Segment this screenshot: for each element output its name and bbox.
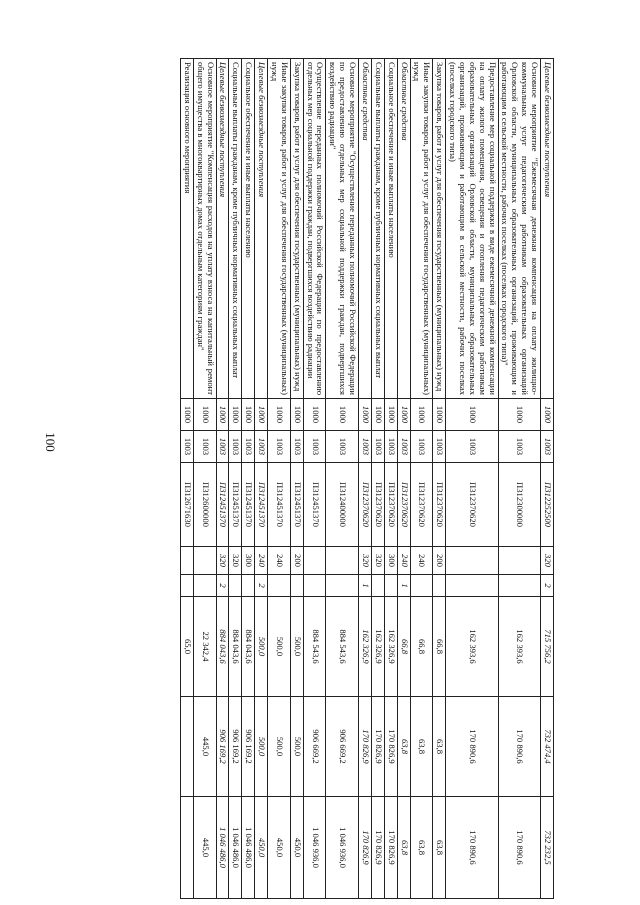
- target-article-code: П312370620: [372, 463, 385, 547]
- expense-type-code: 320: [229, 547, 242, 575]
- row-name: Иные закупки товаров, работ и услуг для обеспечения государственных (муниципальных) нужд: [410, 59, 433, 399]
- row-name: Закупка товаров, работ и услуг для обеспечения государственных (муниципальных) нужд: [290, 59, 303, 399]
- amount-year-2: 906 169,2: [216, 697, 229, 797]
- amount-year-1: 162 393,6: [446, 597, 498, 697]
- expense-type-code: 200: [290, 547, 303, 575]
- table-row: [498, 59, 541, 899]
- subsection-code: 1003: [181, 431, 194, 463]
- amount-year-1: 884 543,6: [326, 597, 359, 697]
- section-code: 1000: [359, 399, 372, 431]
- expense-type-code: [326, 547, 359, 575]
- amount-year-1: 65,0: [181, 597, 194, 697]
- subsection-code: 1003: [397, 431, 410, 463]
- row-name: Закупка товаров, работ и услуг для обеспечения государственных (муниципальных) нужд: [433, 59, 446, 399]
- amount-year-1: 66,8: [433, 597, 446, 697]
- target-article-code: П312600000: [193, 463, 216, 547]
- amount-year-3: 732 232,5: [541, 797, 554, 899]
- target-article-code: П312370620: [446, 463, 498, 547]
- table-row: [290, 59, 303, 899]
- target-article-code: П312252500: [541, 463, 554, 547]
- subsection-code: 1003: [372, 431, 385, 463]
- funding-source-code: 2: [255, 575, 268, 597]
- row-name: Осуществление переданных полномочий Российской Федерации по предоставлению отдельных мер социальной поддержки граждан, подвергшихся воздействию радиации: [303, 59, 326, 399]
- budget-table-body: [181, 59, 554, 899]
- row-name: Иные закупки товаров, работ и услуг для обеспечения государственных (муниципальных) нужд: [268, 59, 291, 399]
- amount-year-2: 732 474,4: [541, 697, 554, 797]
- target-article-code: П312370620: [410, 463, 433, 547]
- row-name: Основное мероприятие "Компенсация расходов на уплату взноса на капитальный ремонт общего имущества в многоквартирных домах отдельным категориям граждан": [193, 59, 216, 399]
- target-article-code: П312400000: [326, 463, 359, 547]
- subsection-code: 1003: [446, 431, 498, 463]
- amount-year-3: 63,8: [433, 797, 446, 899]
- target-article-code: П312451370: [303, 463, 326, 547]
- funding-source-code: [303, 575, 326, 597]
- amount-year-3: 170 826,9: [359, 797, 372, 899]
- subsection-code: 1003: [242, 431, 255, 463]
- expense-type-code: [498, 547, 541, 575]
- funding-source-code: 1: [397, 575, 410, 597]
- amount-year-2: 170 826,9: [372, 697, 385, 797]
- table-row: [326, 59, 359, 899]
- amount-year-1: 22 342,4: [193, 597, 216, 697]
- section-code: 1000: [242, 399, 255, 431]
- target-article-code: П312451370: [229, 463, 242, 547]
- table-row: [384, 59, 397, 899]
- section-code: 1000: [410, 399, 433, 431]
- funding-source-code: [410, 575, 433, 597]
- table-row: [181, 59, 194, 899]
- target-article-code: П312451370: [268, 463, 291, 547]
- expense-type-code: 320: [216, 547, 229, 575]
- amount-year-2: 63,8: [410, 697, 433, 797]
- target-article-code: П312300000: [498, 463, 541, 547]
- expense-type-code: [303, 547, 326, 575]
- amount-year-1: 884 043,6: [216, 597, 229, 697]
- page-number: 100: [43, 432, 58, 452]
- amount-year-3: 1 046 936,0: [326, 797, 359, 899]
- section-code: 1000: [229, 399, 242, 431]
- amount-year-1: 500,0: [268, 597, 291, 697]
- row-name: Областные средства: [397, 59, 410, 399]
- amount-year-3: 1 046 486,0: [229, 797, 242, 899]
- funding-source-code: [384, 575, 397, 597]
- funding-source-code: [498, 575, 541, 597]
- section-code: 1000: [255, 399, 268, 431]
- subsection-code: 1003: [541, 431, 554, 463]
- amount-year-3: 445,0: [193, 797, 216, 899]
- amount-year-3: 450,0: [290, 797, 303, 899]
- amount-year-3: 63,8: [410, 797, 433, 899]
- section-code: 1000: [181, 399, 194, 431]
- amount-year-2: 170 826,9: [359, 697, 372, 797]
- budget-table: [180, 58, 554, 899]
- subsection-code: 1003: [216, 431, 229, 463]
- expense-type-code: 320: [359, 547, 372, 575]
- section-code: 1000: [397, 399, 410, 431]
- table-row: [372, 59, 385, 899]
- row-name: Основное мероприятие "Осуществление переданных полномочий Российской Федерации по предоставлению отдельных мер социальной поддержки граждан, подвергшихся воздействию радиации": [326, 59, 359, 399]
- amount-year-1: 162 393,6: [498, 597, 541, 697]
- amount-year-1: 500,0: [255, 597, 268, 697]
- expense-type-code: 240: [255, 547, 268, 575]
- section-code: 1000: [326, 399, 359, 431]
- section-code: 1000: [498, 399, 541, 431]
- section-code: 1000: [268, 399, 291, 431]
- funding-source-code: [268, 575, 291, 597]
- amount-year-3: 170 890,6: [446, 797, 498, 899]
- budget-table-container: [64, 58, 554, 898]
- row-name: Целевые безвозмездные поступления: [255, 59, 268, 399]
- amount-year-1: 162 326,9: [372, 597, 385, 697]
- table-row: [359, 59, 372, 899]
- amount-year-1: 66,8: [410, 597, 433, 697]
- amount-year-3: 63,8: [397, 797, 410, 899]
- funding-source-code: [326, 575, 359, 597]
- amount-year-3: 1 046 486,0: [242, 797, 255, 899]
- expense-type-code: 300: [242, 547, 255, 575]
- amount-year-1: 500,0: [290, 597, 303, 697]
- table-row: [242, 59, 255, 899]
- funding-source-code: [242, 575, 255, 597]
- expense-type-code: 200: [433, 547, 446, 575]
- target-article-code: П312370620: [433, 463, 446, 547]
- amount-year-2: 906 169,2: [229, 697, 242, 797]
- amount-year-2: 170 890,6: [446, 697, 498, 797]
- amount-year-1: 66,8: [397, 597, 410, 697]
- funding-source-code: 2: [216, 575, 229, 597]
- amount-year-2: [181, 697, 194, 797]
- target-article-code: П312671630: [181, 463, 194, 547]
- amount-year-2: 170 890,6: [498, 697, 541, 797]
- amount-year-2: 906 169,2: [242, 697, 255, 797]
- amount-year-2: 500,0: [268, 697, 291, 797]
- section-code: 1000: [446, 399, 498, 431]
- amount-year-3: 170 826,9: [372, 797, 385, 899]
- subsection-code: 1003: [359, 431, 372, 463]
- target-article-code: П312370620: [384, 463, 397, 547]
- funding-source-code: [433, 575, 446, 597]
- target-article-code: П312451370: [216, 463, 229, 547]
- funding-source-code: [229, 575, 242, 597]
- subsection-code: 1003: [193, 431, 216, 463]
- table-row: [229, 59, 242, 899]
- amount-year-1: 884 043,6: [229, 597, 242, 697]
- section-code: 1000: [433, 399, 446, 431]
- amount-year-1: 162 326,9: [384, 597, 397, 697]
- expense-type-code: 240: [410, 547, 433, 575]
- amount-year-2: 170 826,9: [384, 697, 397, 797]
- expense-type-code: [193, 547, 216, 575]
- table-row: [446, 59, 498, 899]
- expense-type-code: 320: [541, 547, 554, 575]
- section-code: 1000: [193, 399, 216, 431]
- row-name: Основное мероприятие "Ежемесячная денежная компенсация на оплату жилищно-коммунальных услуг педагогическим работникам образовательных организаций Орловской области, муниципальных образовательных организаций, проживающим и работающим в сельской местности, рабочих поселках (поселках городского типа)": [498, 59, 541, 399]
- target-article-code: П312370620: [359, 463, 372, 547]
- section-code: 1000: [541, 399, 554, 431]
- amount-year-3: [181, 797, 194, 899]
- amount-year-3: 450,0: [268, 797, 291, 899]
- amount-year-3: 1 046 936,0: [303, 797, 326, 899]
- table-row: [541, 59, 554, 899]
- funding-source-code: [372, 575, 385, 597]
- row-name: Реализация основного мероприятия: [181, 59, 194, 399]
- subsection-code: 1003: [326, 431, 359, 463]
- funding-source-code: [193, 575, 216, 597]
- amount-year-3: 1 046 486,0: [216, 797, 229, 899]
- expense-type-code: [446, 547, 498, 575]
- row-name: Социальные выплаты гражданам, кроме публичных нормативных социальных выплат: [372, 59, 385, 399]
- target-article-code: П312370620: [397, 463, 410, 547]
- funding-source-code: [290, 575, 303, 597]
- target-article-code: П312451370: [290, 463, 303, 547]
- table-row: [255, 59, 268, 899]
- table-row: [397, 59, 410, 899]
- expense-type-code: 240: [268, 547, 291, 575]
- section-code: 1000: [216, 399, 229, 431]
- row-name: Целевые безвозмездные поступления: [541, 59, 554, 399]
- row-name: Областные средства: [359, 59, 372, 399]
- expense-type-code: 240: [397, 547, 410, 575]
- funding-source-code: [181, 575, 194, 597]
- target-article-code: П312451370: [242, 463, 255, 547]
- expense-type-code: 320: [372, 547, 385, 575]
- amount-year-1: 715 756,2: [541, 597, 554, 697]
- subsection-code: 1003: [384, 431, 397, 463]
- subsection-code: 1003: [303, 431, 326, 463]
- table-row: [433, 59, 446, 899]
- amount-year-1: 884 543,6: [303, 597, 326, 697]
- row-name: Социальные выплаты гражданам, кроме публичных нормативных социальных выплат: [229, 59, 242, 399]
- table-row: [268, 59, 291, 899]
- amount-year-3: 170 826,9: [384, 797, 397, 899]
- amount-year-2: 906 669,2: [303, 697, 326, 797]
- row-name: Социальное обеспечение и иные выплаты населению: [384, 59, 397, 399]
- row-name: Целевые безвозмездные поступления: [216, 59, 229, 399]
- table-row: [216, 59, 229, 899]
- amount-year-2: 500,0: [290, 697, 303, 797]
- section-code: 1000: [290, 399, 303, 431]
- subsection-code: 1003: [433, 431, 446, 463]
- row-name: Социальное обеспечение и иные выплаты населению: [242, 59, 255, 399]
- amount-year-3: 170 890,6: [498, 797, 541, 899]
- table-row: [193, 59, 216, 899]
- amount-year-1: 884 043,6: [242, 597, 255, 697]
- subsection-code: 1003: [290, 431, 303, 463]
- table-row: [303, 59, 326, 899]
- funding-source-code: [446, 575, 498, 597]
- amount-year-3: 450,0: [255, 797, 268, 899]
- funding-source-code: 1: [359, 575, 372, 597]
- section-code: 1000: [303, 399, 326, 431]
- target-article-code: П312451370: [255, 463, 268, 547]
- section-code: 1000: [384, 399, 397, 431]
- subsection-code: 1003: [498, 431, 541, 463]
- amount-year-2: 906 669,2: [326, 697, 359, 797]
- section-code: 1000: [372, 399, 385, 431]
- subsection-code: 1003: [268, 431, 291, 463]
- funding-source-code: 2: [541, 575, 554, 597]
- amount-year-2: 500,0: [255, 697, 268, 797]
- subsection-code: 1003: [229, 431, 242, 463]
- expense-type-code: [181, 547, 194, 575]
- amount-year-2: 63,8: [433, 697, 446, 797]
- table-row: [410, 59, 433, 899]
- amount-year-2: 445,0: [193, 697, 216, 797]
- expense-type-code: 300: [384, 547, 397, 575]
- amount-year-2: 63,8: [397, 697, 410, 797]
- amount-year-1: 162 326,9: [359, 597, 372, 697]
- row-name: Предоставление мер социальной поддержки в виде ежемесячной денежной компенсации на оплату жилого помещения, освещения и отопления педагогическим работникам образовательных организаций Орловской области, муниципальных образовательных организаций, проживающим и работающим в сельской местности, рабочих поселках (поселках городского типа): [446, 59, 498, 399]
- subsection-code: 1003: [255, 431, 268, 463]
- subsection-code: 1003: [410, 431, 433, 463]
